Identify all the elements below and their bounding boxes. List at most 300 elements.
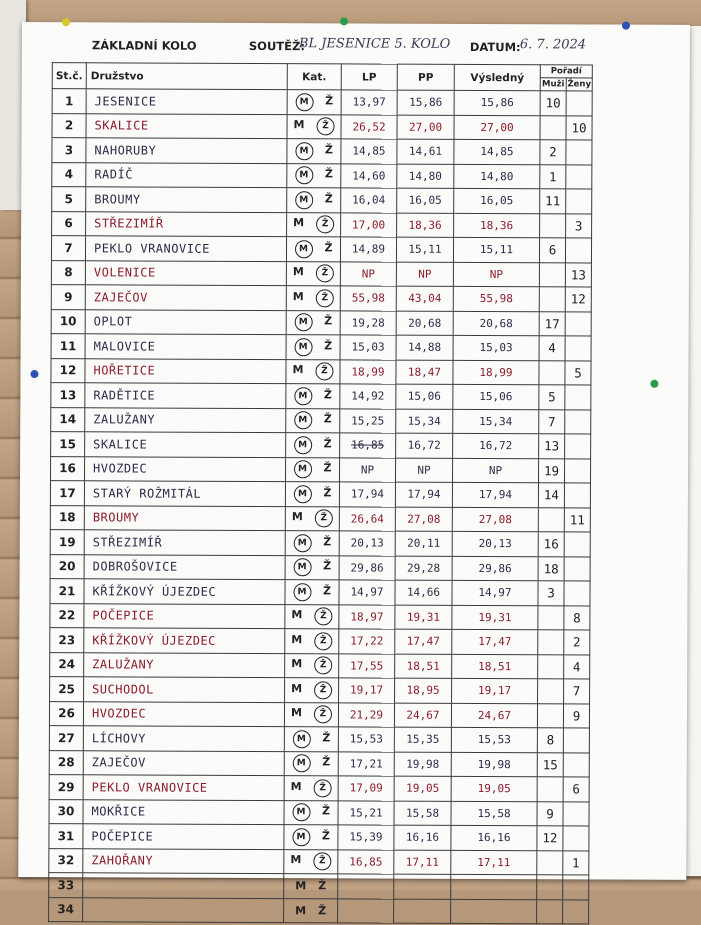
pushpin-green <box>340 17 348 25</box>
rank-men <box>539 262 565 287</box>
category-cell <box>285 580 339 605</box>
lp-time <box>338 898 394 923</box>
row-number: 15 <box>51 432 85 457</box>
table-row <box>52 113 592 140</box>
row-number: 1 <box>52 89 86 114</box>
row-number: 25 <box>50 677 84 702</box>
category-men: M <box>292 363 304 377</box>
category-women: Ž <box>316 216 334 234</box>
table-row <box>49 701 589 728</box>
lp-time: 55,98 <box>340 286 396 311</box>
row-number: 17 <box>50 481 84 506</box>
row-number: 26 <box>49 701 83 726</box>
pp-time: 19,05 <box>394 776 451 801</box>
rank-men: 14 <box>538 483 564 508</box>
competition-label: SOUTĚŽ: <box>248 38 305 54</box>
team-name: HOŘETICE <box>85 358 286 383</box>
category-cell <box>287 139 341 164</box>
team-name: STŘEZIMÍŘ <box>84 530 285 555</box>
lp-time: 15,53 <box>338 727 394 752</box>
team-name <box>83 873 284 898</box>
team-name: ZALUŽANY <box>85 407 286 432</box>
category-cell <box>286 433 340 458</box>
lp-time: 15,39 <box>338 825 394 850</box>
team-name: MOKŘICE <box>83 799 284 824</box>
category-cell <box>284 898 338 923</box>
rank-women <box>566 140 592 165</box>
row-number: 4 <box>52 162 86 187</box>
result-time: 16,72 <box>453 433 539 458</box>
category-cell <box>287 163 341 188</box>
lp-time: 21,29 <box>338 702 394 727</box>
rank-men <box>537 850 563 875</box>
row-number: 13 <box>51 383 85 408</box>
row-number: 31 <box>49 824 83 849</box>
col-header-num: St.č. <box>52 63 86 89</box>
pp-time: 18,36 <box>397 213 454 238</box>
row-number: 19 <box>50 530 84 555</box>
result-time: 20,68 <box>453 311 539 336</box>
rank-men: 16 <box>538 532 564 557</box>
result-time: 17,11 <box>451 850 537 875</box>
table-row <box>51 260 591 287</box>
category-cell <box>286 286 340 311</box>
rank-women: 3 <box>566 213 592 238</box>
col-header-rank-women: Ženy <box>567 79 592 90</box>
row-number: 12 <box>51 358 85 383</box>
category-women: Ž <box>314 779 332 797</box>
table-row <box>50 481 590 508</box>
category-men: M <box>295 903 307 917</box>
result-time: 16,05 <box>454 188 540 213</box>
team-name <box>83 897 284 922</box>
rank-women <box>565 311 591 336</box>
category-women: Ž <box>322 731 331 745</box>
category-women: Ž <box>314 608 332 626</box>
category-women: Ž <box>314 632 332 650</box>
lp-time: NP <box>340 261 396 286</box>
category-cell <box>284 702 338 727</box>
rank-men <box>537 875 563 900</box>
date-label: DATUM: <box>469 39 521 55</box>
rank-women <box>565 336 591 361</box>
pushpin-blue <box>622 22 630 30</box>
category-women: Ž <box>316 118 334 136</box>
category-cell <box>285 531 339 556</box>
pushpin-blue-left <box>30 370 38 378</box>
category-cell <box>287 90 341 115</box>
category-men: M <box>294 436 312 454</box>
team-name: LÍCHOVY <box>83 726 284 751</box>
pp-time: 43,04 <box>396 286 453 311</box>
category-men: M <box>293 558 311 576</box>
pp-time: 20,68 <box>396 311 453 336</box>
rank-women: 11 <box>564 507 590 532</box>
category-cell <box>284 825 338 850</box>
result-time: 16,16 <box>451 825 537 850</box>
category-men: M <box>294 240 312 258</box>
category-men: M <box>295 166 313 184</box>
col-header-cat: Kat. <box>287 64 341 90</box>
rank-men: 12 <box>537 826 563 851</box>
row-number: 20 <box>50 554 84 579</box>
rank-women: 9 <box>563 703 589 728</box>
category-cell <box>284 751 338 776</box>
rank-men <box>540 115 566 140</box>
pp-time: 27,08 <box>395 507 452 532</box>
table-row <box>51 383 591 410</box>
category-cell <box>285 653 339 678</box>
category-men: M <box>291 657 303 671</box>
table-row <box>51 334 591 361</box>
rank-women <box>565 238 591 263</box>
rank-men <box>538 605 564 630</box>
category-men: M <box>293 118 305 132</box>
result-time: 20,13 <box>452 531 538 556</box>
result-time: 29,86 <box>452 556 538 581</box>
rank-men <box>540 213 566 238</box>
result-time: 27,00 <box>454 115 540 140</box>
rank-women <box>565 434 591 459</box>
result-time <box>451 899 537 924</box>
category-cell <box>285 678 339 703</box>
result-time: 15,03 <box>453 335 539 360</box>
lp-time: 14,85 <box>341 139 397 164</box>
table-row <box>50 579 590 606</box>
category-cell <box>287 188 341 213</box>
lp-time: 16,85 <box>338 849 394 874</box>
rank-women: 6 <box>563 777 589 802</box>
category-cell <box>287 114 341 139</box>
category-women: Ž <box>323 437 332 451</box>
team-name: ZALUŽANY <box>84 652 285 677</box>
rank-men: 6 <box>539 238 565 263</box>
pp-time: 18,47 <box>396 360 453 385</box>
category-men: M <box>294 338 312 356</box>
pp-time: 17,11 <box>394 850 451 875</box>
team-name: VOLENICE <box>85 260 286 285</box>
lp-time: 15,03 <box>340 335 396 360</box>
category-men: M <box>290 706 302 720</box>
pp-time: 15,11 <box>396 237 453 262</box>
table-row <box>50 603 590 630</box>
page-title: ZÁKLADNÍ KOLO <box>91 38 197 53</box>
pp-time <box>394 874 451 899</box>
team-name: HVOZDEC <box>83 701 284 726</box>
rank-men: 18 <box>538 556 564 581</box>
category-cell <box>286 261 340 286</box>
row-number: 29 <box>49 775 83 800</box>
lp-time: 13,97 <box>341 90 397 115</box>
category-men: M <box>292 754 310 772</box>
rank-men <box>538 654 564 679</box>
category-cell <box>284 776 338 801</box>
category-men: M <box>294 387 312 405</box>
category-women: Ž <box>318 904 327 918</box>
category-women: Ž <box>316 289 334 307</box>
pp-time: 24,67 <box>394 703 451 728</box>
lp-time: 16,04 <box>341 188 397 213</box>
rank-women <box>563 728 589 753</box>
category-men: M <box>293 216 305 230</box>
table-row <box>49 848 589 875</box>
rank-women <box>563 826 589 851</box>
category-cell <box>286 408 340 433</box>
lp-time: 18,99 <box>340 359 396 384</box>
row-number: 10 <box>51 309 85 334</box>
results-sheet <box>18 22 690 918</box>
rank-women <box>566 91 592 116</box>
table-row <box>50 628 590 655</box>
team-name: SUCHODOL <box>84 677 285 702</box>
result-time: 18,36 <box>454 213 540 238</box>
team-name: SKALICE <box>86 113 287 138</box>
category-women: Ž <box>324 192 333 206</box>
table-row <box>51 285 591 312</box>
lp-time: 19,17 <box>339 678 395 703</box>
table-row <box>50 530 590 557</box>
category-men: M <box>294 411 312 429</box>
category-cell <box>284 727 338 752</box>
category-women: Ž <box>314 657 332 675</box>
category-cell <box>286 237 340 262</box>
col-header-rank: Pořadí <box>540 65 592 78</box>
lp-time: 14,89 <box>340 237 396 262</box>
pp-time: 15,35 <box>394 727 451 752</box>
rank-men: 15 <box>537 752 563 777</box>
pp-time: 14,61 <box>397 139 454 164</box>
pp-time: 16,16 <box>394 825 451 850</box>
col-header-lp: LP <box>341 64 397 90</box>
category-men: M <box>291 681 303 695</box>
result-time: 14,97 <box>452 580 538 605</box>
team-name: NAHORUBY <box>86 138 287 163</box>
pp-time: 15,58 <box>394 801 451 826</box>
rank-women: 1 <box>563 850 589 875</box>
category-women: Ž <box>324 241 333 255</box>
rank-men: 10 <box>540 91 566 116</box>
lp-time <box>338 874 394 899</box>
rank-women <box>563 875 589 900</box>
table-row <box>49 824 589 851</box>
team-name: HVOZDEC <box>84 456 285 481</box>
category-cell <box>285 604 339 629</box>
category-women: Ž <box>314 706 332 724</box>
pp-time: 19,98 <box>394 752 451 777</box>
category-men: M <box>291 632 303 646</box>
result-time: 19,98 <box>451 752 537 777</box>
lp-time: NP <box>339 457 395 482</box>
table-row <box>49 799 589 826</box>
category-men: M <box>291 608 303 622</box>
category-cell <box>284 849 338 874</box>
result-time: 19,17 <box>452 678 538 703</box>
category-cell <box>286 359 340 384</box>
row-number: 32 <box>49 848 83 873</box>
pp-time: 16,05 <box>397 188 454 213</box>
category-women: Ž <box>323 486 332 500</box>
rank-men <box>537 703 563 728</box>
row-number: 5 <box>52 187 86 212</box>
result-time: 17,47 <box>452 629 538 654</box>
team-name: JESENICE <box>86 89 287 114</box>
row-number: 3 <box>52 138 86 163</box>
rank-women <box>565 385 591 410</box>
lp-time: 26,64 <box>339 506 395 531</box>
pushpin-green-right <box>650 380 658 388</box>
competition-value: BL JESENICE 5. KOLO <box>298 36 451 52</box>
pp-time <box>394 899 451 924</box>
rank-women: 7 <box>564 679 590 704</box>
category-women: Ž <box>324 339 333 353</box>
rank-women: 10 <box>566 115 592 140</box>
row-number: 2 <box>52 113 86 138</box>
rank-women <box>565 409 591 434</box>
rank-women <box>564 483 590 508</box>
row-number: 24 <box>50 652 84 677</box>
category-women: Ž <box>322 755 331 769</box>
category-men: M <box>292 803 310 821</box>
row-number: 6 <box>52 211 86 236</box>
category-women: Ž <box>322 584 332 598</box>
lp-time: 14,60 <box>341 163 397 188</box>
rank-men: 8 <box>537 728 563 753</box>
table-row <box>50 456 590 483</box>
pp-time: 16,72 <box>396 433 453 458</box>
rank-women <box>564 581 590 606</box>
category-cell <box>285 629 339 654</box>
result-time: NP <box>452 458 538 483</box>
team-name: ZAJEČOV <box>83 750 284 775</box>
team-name: STARÝ ROŽMITÁL <box>84 481 285 506</box>
table-row <box>49 873 589 900</box>
category-men: M <box>295 191 313 209</box>
lp-time: 14,97 <box>339 580 395 605</box>
category-men: M <box>292 828 310 846</box>
pp-time: 15,06 <box>396 384 453 409</box>
table-row <box>49 775 589 802</box>
sheet-header <box>22 36 690 63</box>
result-time: 15,58 <box>451 801 537 826</box>
rank-men <box>539 360 565 385</box>
team-name: SKALICE <box>85 432 286 457</box>
table-body <box>49 89 593 924</box>
lp-time: 17,09 <box>338 776 394 801</box>
rank-women: 13 <box>565 262 591 287</box>
team-name: RADĚTICE <box>85 383 286 408</box>
category-men: M <box>290 779 302 793</box>
category-men: M <box>293 485 311 503</box>
pp-time: 27,00 <box>397 115 454 140</box>
rank-men: 7 <box>539 409 565 434</box>
category-women: Ž <box>324 167 333 181</box>
rank-men: 13 <box>539 434 565 459</box>
rank-men <box>538 679 564 704</box>
category-men: M <box>292 289 304 303</box>
team-name: ZAHOŘANY <box>83 848 284 873</box>
row-number: 23 <box>50 628 84 653</box>
result-time: 15,11 <box>453 237 539 262</box>
category-cell <box>287 212 341 237</box>
result-time: 18,51 <box>452 654 538 679</box>
category-women: Ž <box>324 314 333 328</box>
pp-time: NP <box>395 458 452 483</box>
lp-time: 15,25 <box>340 408 396 433</box>
pp-time: 17,47 <box>395 629 452 654</box>
rank-men <box>539 287 565 312</box>
team-name: RADÍČ <box>86 162 287 187</box>
result-time: 15,34 <box>453 409 539 434</box>
result-time <box>451 874 537 899</box>
pp-time: 20,11 <box>395 531 452 556</box>
lp-time: 17,22 <box>339 629 395 654</box>
category-women: Ž <box>324 143 333 157</box>
rank-men <box>538 507 564 532</box>
row-number: 16 <box>50 456 84 481</box>
rank-men <box>538 630 564 655</box>
row-number: 14 <box>51 407 85 432</box>
rank-women: 2 <box>564 630 590 655</box>
category-women: Ž <box>321 829 330 843</box>
lp-time: 14,92 <box>340 384 396 409</box>
rank-women: 4 <box>564 654 590 679</box>
col-header-pp: PP <box>397 64 454 90</box>
category-women: Ž <box>323 559 332 573</box>
table-row <box>52 162 592 189</box>
rank-men: 11 <box>540 189 566 214</box>
rank-women <box>563 899 589 924</box>
table-row <box>50 652 590 679</box>
team-name: DOBROŠOVICE <box>84 554 285 579</box>
result-time: 24,67 <box>451 703 537 728</box>
table-row <box>52 211 592 238</box>
lp-time: 26,52 <box>341 114 397 139</box>
category-men: M <box>294 313 312 331</box>
category-cell <box>285 482 339 507</box>
category-women: Ž <box>325 94 334 108</box>
rank-women: 12 <box>565 287 591 312</box>
category-cell <box>286 384 340 409</box>
lp-time: 17,94 <box>339 482 395 507</box>
row-number: 28 <box>49 750 83 775</box>
table-row <box>51 309 591 336</box>
pp-time: 14,88 <box>396 335 453 360</box>
row-number: 7 <box>51 236 85 261</box>
rank-women <box>564 556 590 581</box>
team-name: PEKLO VRANOVICE <box>85 236 286 261</box>
row-number: 34 <box>49 897 83 922</box>
category-men: M <box>294 460 312 478</box>
category-women: Ž <box>323 388 332 402</box>
lp-time: 17,21 <box>338 751 394 776</box>
category-women: Ž <box>315 510 333 528</box>
lp-time: 19,28 <box>340 310 396 335</box>
result-time: 27,08 <box>452 507 538 532</box>
team-name: BROUMY <box>86 187 287 212</box>
category-cell <box>285 555 339 580</box>
result-time: 15,06 <box>453 384 539 409</box>
table-row <box>51 358 591 385</box>
rank-women: 5 <box>565 360 591 385</box>
pushpin-yellow <box>62 18 70 26</box>
category-women: Ž <box>313 853 331 871</box>
category-men: M <box>291 510 303 524</box>
category-men: M <box>292 730 310 748</box>
category-men: M <box>292 265 304 279</box>
lp-time: 17,00 <box>341 212 397 237</box>
team-name: POČEPICE <box>83 824 284 849</box>
row-number: 8 <box>51 260 85 285</box>
